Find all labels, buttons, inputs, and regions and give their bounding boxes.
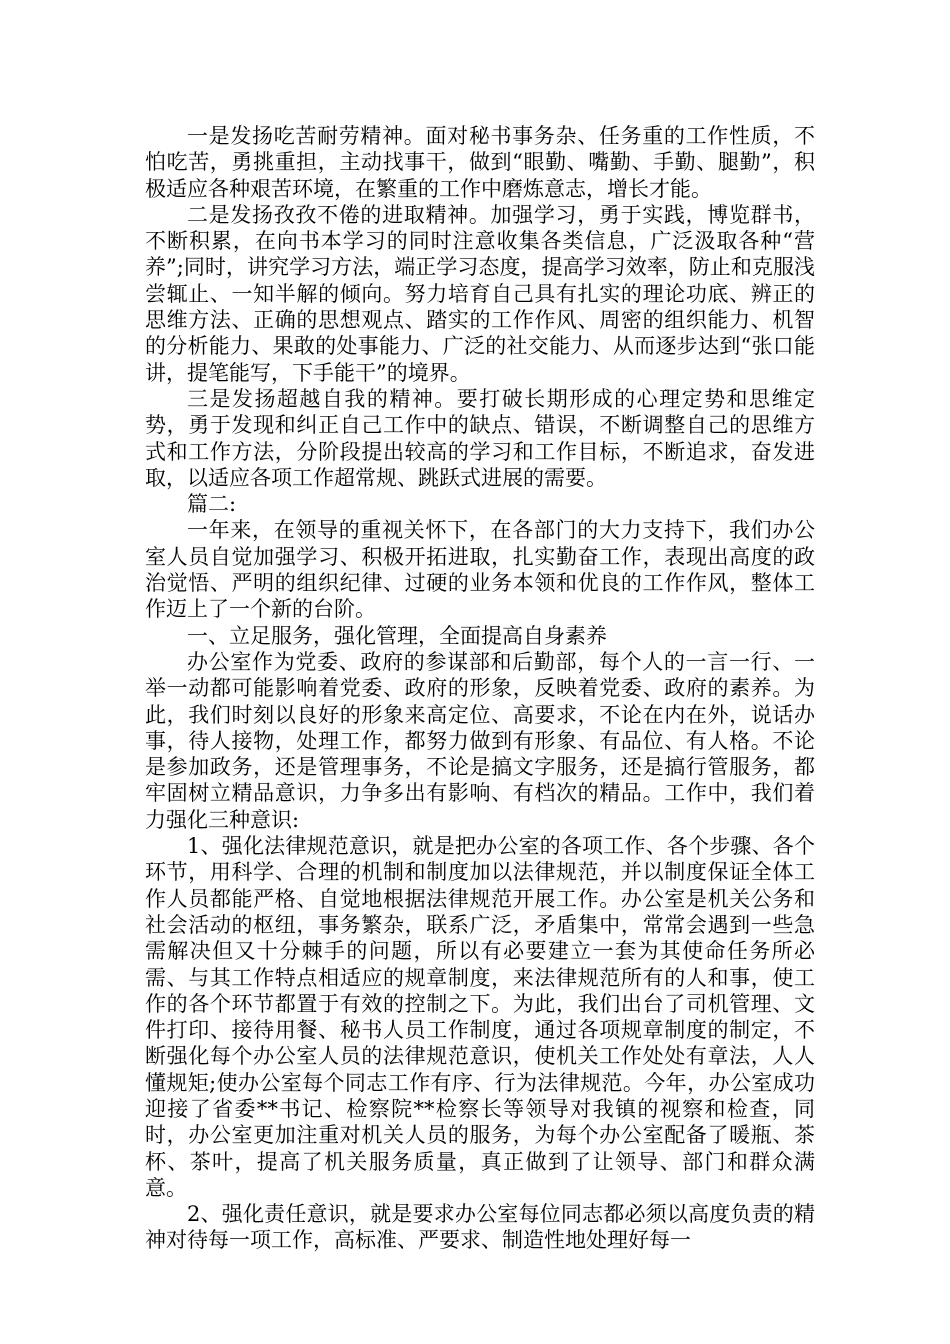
paragraph-legal-awareness: 1、强化法律规范意识，就是把办公室的各项工作、各个步骤、各个环节，用科学、合理的机制和制度加以法律规范，并以制度保证全体工作人员都能严格、自觉地根据法律规范开展工作。办公室是机关公务和社会活动的枢纽，事务繁杂，联系广泛，矛盾集中，常常会遇到一些急需解决但又十分棘手的问题，所以有必要建立一套为其使命任务所必需、与其工作特点相适应的规章制度，来法律规范所有的人和事，使工作的各个环节都置于有效的控制之下。为此，我们出台了司机管理、文件打印、接待用餐、秘书人员工作制度，通过各项规章制度的制定，不断强化每个办公室人员的法律规范意识，使机关工作处处有章法，人人懂规矩;使办公室每个同志工作有序、行为法律规范。今年，办公室成功迎接了省委**书记、检察院**检察长等领导对我镇的视察和检查，同时，办公室更加注重对机关人员的服务，为每个办公室配备了暖瓶、茶杯、茶叶，提高了机关服务质量，真正做到了让领导、部门和群众满意。	[145, 834, 815, 1200]
paragraph-spirit-progress: 二是发扬孜孜不倦的进取精神。加强学习，勇于实践，博览群书，不断积累，在向书本学习的同时注意收集各类信息，广泛汲取各种“营养”;同时，讲究学习方法，端正学习态度，提高学习效率，防止和克服浅尝辄止、一知半解的倾向。努力培育自己具有扎实的理论功底、辨正的思维方法、正确的思想观点、踏实的工作作风、周密的组织能力、机智的分析能力、果敢的处事能力、广泛的社交能力、从而逐步达到“张口能讲，提笔能写，下手能干”的境界。	[145, 202, 815, 385]
section-heading-service-management: 一、立足服务，强化管理，全面提高自身素养	[187, 623, 607, 648]
section-heading-part-two: 篇二:	[187, 492, 237, 517]
paragraph-spirit-self-surpass: 三是发扬超越自我的精神。要打破长期形成的心理定势和思维定势，勇于发现和纠正自己工作中的缺点、错误，不断调整自己的思维方式和工作方法，分阶段提出较高的学习和工作目标，不断追求，奋发进取，以适应各项工作超常规、跳跃式进展的需要。	[145, 386, 815, 490]
paragraph-spirit-hardworking: 一是发扬吃苦耐劳精神。面对秘书事务杂、任务重的工作性质，不怕吃苦，勇挑重担，主动找事干，做到“眼勤、嘴勤、手勤、腿勤”，积极适应各种艰苦环境，在繁重的工作中磨炼意志，增长才能。	[145, 124, 815, 201]
paragraph-year-summary: 一年来，在领导的重视关怀下，在各部门的大力支持下，我们办公室人员自觉加强学习、积极开拓进取，扎实勤奋工作，表现出高度的政治觉悟、严明的组织纪律、过硬的业务本领和优良的工作作风，整体工作迈上了一个新的台阶。	[145, 518, 815, 622]
paragraph-responsibility-awareness: 2、强化责任意识，就是要求办公室每位同志都必须以高度负责的精神对待每一项工作，高标准、严要求、制造性地处理好每一	[145, 1202, 815, 1253]
paragraph-office-role: 办公室作为党委、政府的参谋部和后勤部，每个人的一言一行、一举一动都可能影响着党委、政府的形象，反映着党委、政府的素养。为此，我们时刻以良好的形象来高定位、高要求，不论在内在外，说话办事，待人接物，处理工作，都努力做到有形象、有品位、有人格。不论是参加政务，还是管理事务，不论是搞文字服务，还是搞行管服务，都牢固树立精品意识，力争多出有影响、有档次的精品。工作中，我们着力强化三种意识:	[145, 649, 815, 832]
document-body	[145, 123, 815, 1254]
